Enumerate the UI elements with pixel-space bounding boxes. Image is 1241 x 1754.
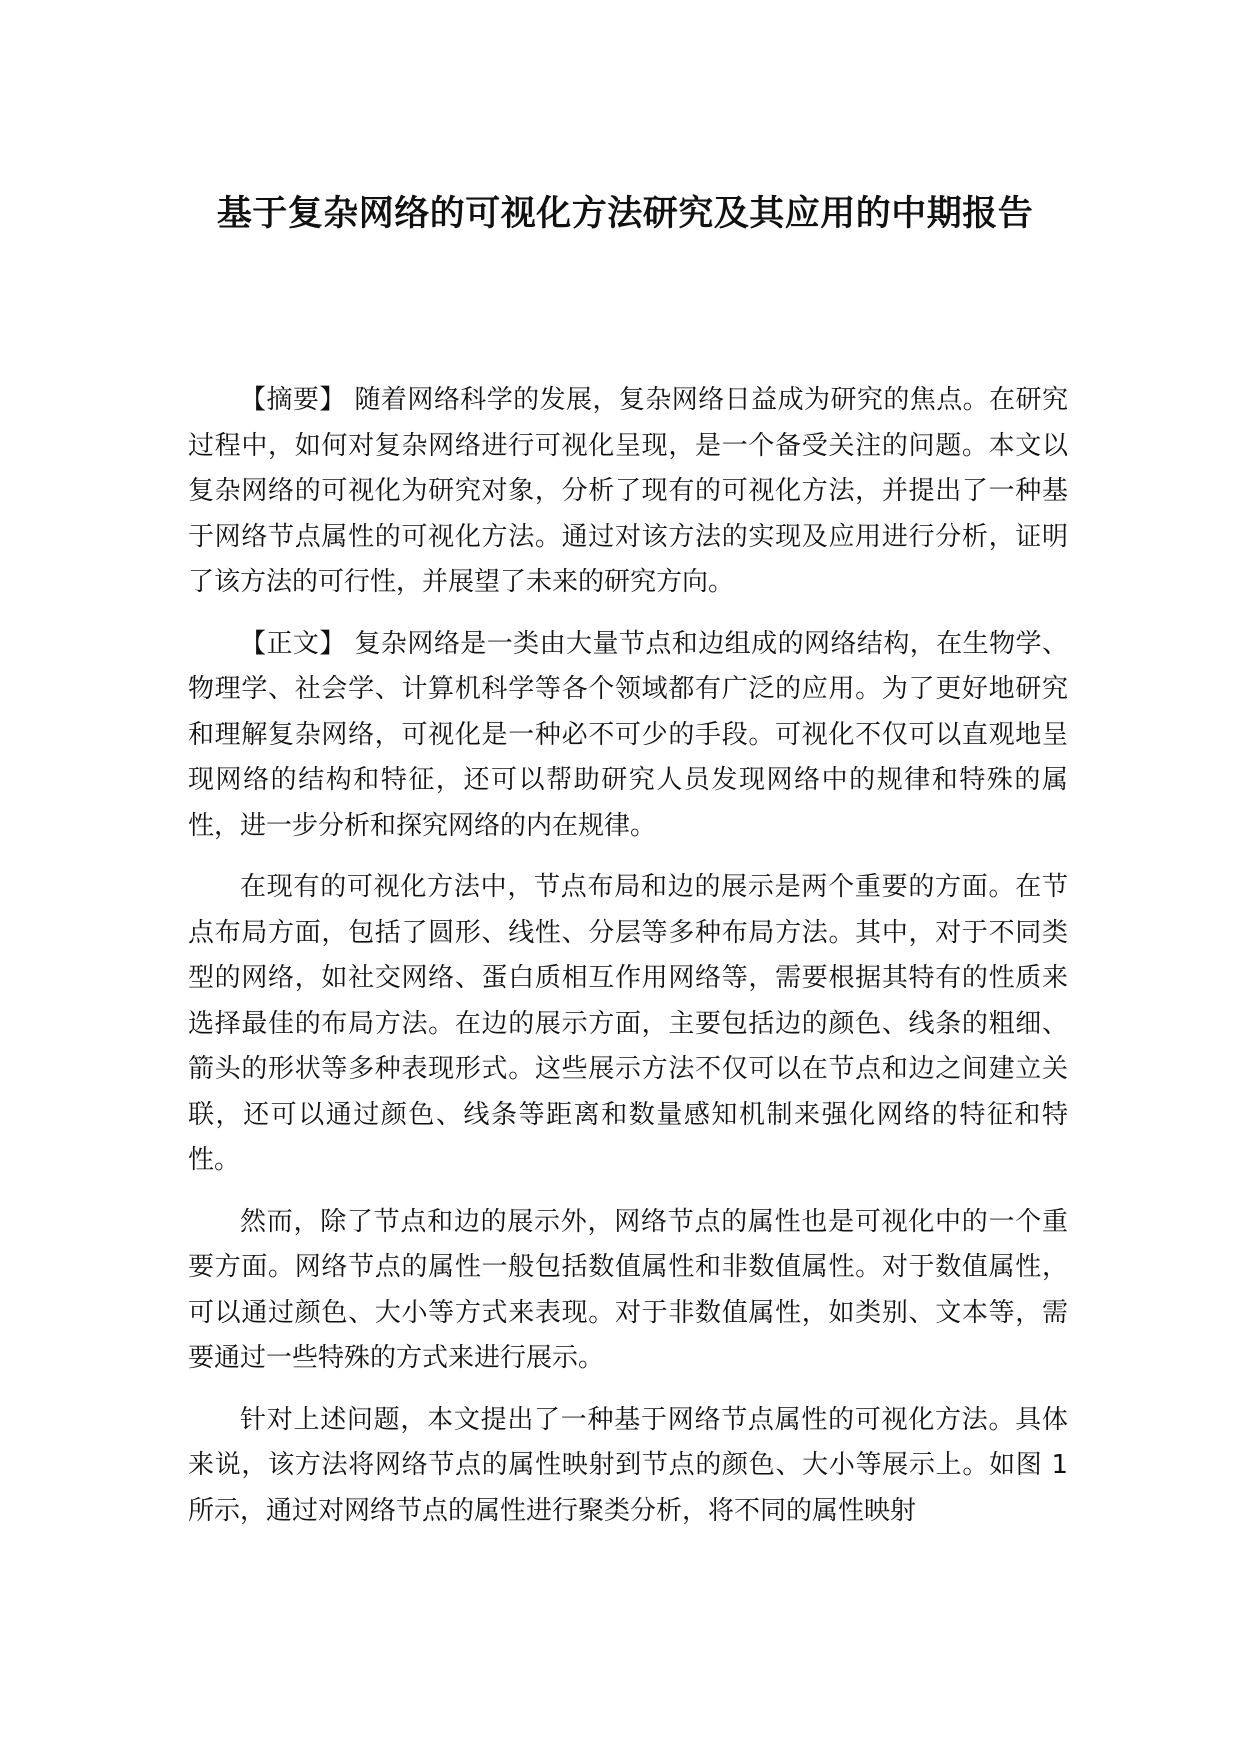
paragraph xyxy=(188,865,1068,1184)
section-label-main: 【正文】 xyxy=(240,628,346,659)
document-body xyxy=(188,378,1068,1550)
paragraph-text: 然而，除了节点和边的展示外，网络节点的属性也是可视化中的一个重要方面。网络节点的属性一般包括数值属性和非数值属性。对于数值属性，可以通过颜色、大小等方式来表现。对于非数值属性，如类别、文本等，需要通过一些特殊的方式来进行展示。 xyxy=(188,1206,1068,1373)
paragraph xyxy=(188,1200,1068,1382)
document-title: 基于复杂网络的可视化方法研究及其应用的中期报告 xyxy=(216,194,1034,234)
paragraph-text: 复杂网络是一类由大量节点和边组成的网络结构，在生物学、物理学、社会学、计算机科学等各个领域都有广泛的应用。为了更好地研究和理解复杂网络，可视化是一种必不可少的手段。可视化不仅可以直观地呈现网络的结构和特征，还可以帮助研究人员发现网络中的规律和特殊的属性，进一步分析和探究网络的内在规律。 xyxy=(188,628,1068,841)
paragraph-text: 针对上述问题，本文提出了一种基于网络节点属性的可视化方法。具体来说，该方法将网络节点的属性映射到节点的颜色、大小等展示上。如图 1 所示，通过对网络节点的属性进行聚类分析，将不同的属性映射 xyxy=(188,1404,1068,1526)
section-label-abstract: 【摘要】 xyxy=(240,385,346,415)
paragraph xyxy=(188,1398,1068,1535)
paragraph-main xyxy=(188,622,1068,850)
paragraph-text: 在现有的可视化方法中，节点布局和边的展示是两个重要的方面。在节点布局方面，包括了圆形、线性、分层等多种布局方法。其中，对于不同类型的网络，如社交网络、蛋白质相互作用网络等，需要根据其特有的性质来选择最佳的布局方法。在边的展示方面，主要包括边的颜色、线条的粗细、箭头的形状等多种表现形式。这些展示方法不仅可以在节点和边之间建立关联，还可以通过颜色、线条等距离和数量感知机制来强化网络的特征和特性。 xyxy=(188,872,1068,1175)
paragraph-abstract xyxy=(188,378,1068,606)
paragraph-text: 随着网络科学的发展，复杂网络日益成为研究的焦点。在研究过程中，如何对复杂网络进行可视化呈现，是一个备受关注的问题。本文以复杂网络的可视化为研究对象，分析了现有的可视化方法，并提出了一种基于网络节点属性的可视化方法。通过对该方法的实现及应用进行分析，证明了该方法的可行性，并展望了未来的研究方向。 xyxy=(188,385,1068,597)
